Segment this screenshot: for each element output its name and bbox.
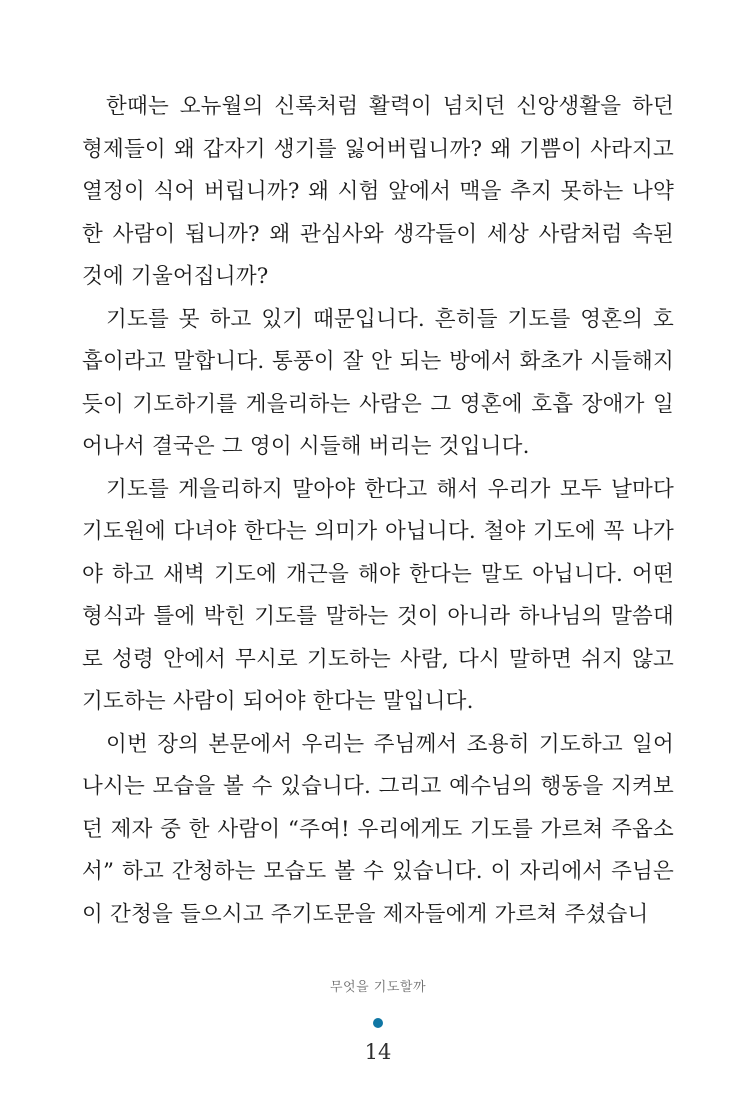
footer-ornament-dot bbox=[373, 1018, 383, 1028]
text-line: 이 간청을 들으시고 주기도문을 제자들에게 가르쳐 주셨습니 bbox=[82, 901, 649, 927]
text-line: 기도를 게을리하지 말아야 한다고 해서 우리가 모두 날마다 bbox=[106, 476, 674, 502]
paragraph bbox=[82, 299, 674, 469]
text-line: 듯이 기도하기를 게을리하는 사람은 그 영혼에 호흡 장애가 일 bbox=[82, 391, 674, 417]
paragraph bbox=[82, 724, 674, 937]
text-line: 이번 장의 본문에서 우리는 주님께서 조용히 기도하고 일어 bbox=[106, 731, 674, 757]
text-line: 어나서 결국은 그 영이 시들해 버리는 것입니다. bbox=[82, 434, 530, 459]
text-line: 서” 하고 간청하는 모습도 볼 수 있습니다. 이 자리에서 주님은 bbox=[82, 859, 674, 884]
running-title: 무엇을 기도할까 bbox=[329, 980, 427, 995]
page-footer bbox=[0, 980, 756, 1110]
text-line: 기도하는 사람이 되어야 한다는 말입니다. bbox=[82, 689, 474, 714]
text-line: 야 하고 새벽 기도에 개근을 해야 한다는 말도 아닙니다. 어떤 bbox=[82, 561, 674, 587]
text-line: 열정이 식어 버립니까? 왜 시험 앞에서 맥을 추지 못하는 나약 bbox=[82, 179, 674, 204]
text-line: 형제들이 왜 갑자기 생기를 잃어버립니까? 왜 기쁨이 사라지고 bbox=[82, 136, 674, 162]
text-line: 한 사람이 됩니까? 왜 관심사와 생각들이 세상 사람처럼 속된 bbox=[82, 221, 674, 247]
paragraph bbox=[82, 86, 674, 299]
paragraph bbox=[82, 469, 674, 724]
text-line: 한때는 오뉴월의 신록처럼 활력이 넘치던 신앙생활을 하던 bbox=[106, 94, 674, 119]
text-line: 기도를 못 하고 있기 때문입니다. 흔히들 기도를 영혼의 호 bbox=[106, 306, 674, 332]
page-body bbox=[82, 86, 674, 936]
text-line: 로 성령 안에서 무시로 기도하는 사람, 다시 말하면 쉬지 않고 bbox=[82, 646, 674, 672]
text-line: 흡이라고 말합니다. 통풍이 잘 안 되는 방에서 화초가 시들해지 bbox=[82, 349, 674, 374]
page-number: 14 bbox=[364, 1040, 392, 1064]
text-line: 기도원에 다녀야 한다는 의미가 아닙니다. 철야 기도에 꼭 나가 bbox=[82, 519, 674, 544]
text-line: 던 제자 중 한 사람이 “주여! 우리에게도 기도를 가르쳐 주옵소 bbox=[82, 816, 674, 842]
text-line: 것에 기울어집니까? bbox=[82, 264, 269, 289]
text-line: 나시는 모습을 볼 수 있습니다. 그리고 예수님의 행동을 지켜보 bbox=[82, 774, 674, 799]
text-line: 형식과 틀에 박힌 기도를 말하는 것이 아니라 하나님의 말씀대 bbox=[82, 604, 674, 629]
